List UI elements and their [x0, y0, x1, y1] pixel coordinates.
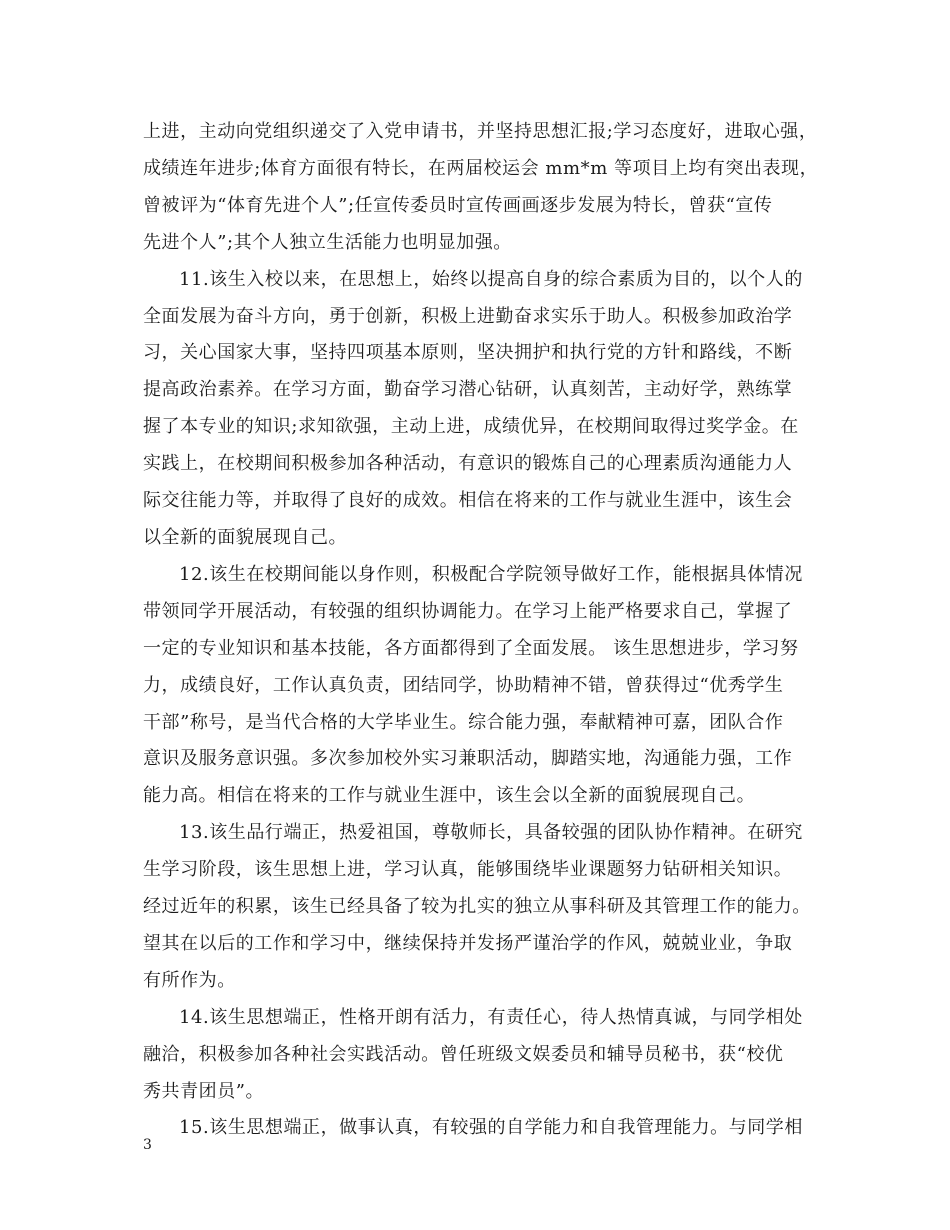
paragraph — [143, 114, 823, 262]
document-body — [143, 114, 823, 1147]
text-line: 12.该生在校期间能以身作则，积极配合学院领导做好工作，能根据具体情况 — [179, 563, 803, 585]
text-line: 习，关心国家大事，坚持四项基本原则，坚决拥护和执行党的方针和路线，不断 — [143, 342, 793, 364]
text-line: 先进个人”;其个人独立生活能力也明显加强。 — [143, 231, 512, 253]
text-line: 意识及服务意识强。多次参加校外实习兼职活动，脚踏实地，沟通能力强，工作 — [143, 748, 793, 770]
text-line: 实践上，在校期间积极参加各种活动，有意识的锻炼自己的心理素质沟通能力人 — [143, 453, 793, 475]
text-line: 能力高。相信在将来的工作与就业生涯中，该生会以全新的面貌展现自己。 — [143, 785, 756, 807]
text-line: 以全新的面貌展现自己。 — [143, 526, 348, 548]
text-line: 生学习阶段，该生思想上进，学习认真，能够围绕毕业课题努力钻研相关知识。 — [143, 859, 793, 881]
page-number: 3 — [143, 1137, 152, 1153]
text-line: 融洽，积极参加各种社会实践活动。曾任班级文娱委员和辅导员秘书，获“校优 — [143, 1043, 784, 1065]
text-line: 曾被评为“体育先进个人”;任宣传委员时宣传画画逐步发展为特长，曾获“宣传 — [143, 194, 773, 216]
text-line: 成绩连年进步;体育方面很有特长，在两届校运会 mm*m 等项目上均有突出表现， — [143, 157, 819, 179]
text-line: 全面发展为奋斗方向，勇于创新，积极上进勤奋求实乐于助人。积极参加政治学 — [143, 305, 793, 327]
paragraph — [143, 557, 823, 815]
paragraph — [143, 1110, 823, 1147]
text-line: 力，成绩良好，工作认真负责，团结同学，协助精神不错，曾获得过“优秀学生 — [143, 674, 784, 696]
text-line: 11.该生入校以来，在思想上，始终以提高自身的综合素质为目的，以个人的 — [179, 268, 803, 290]
text-line: 干部”称号，是当代合格的大学毕业生。综合能力强，奉献精神可嘉，团队合作 — [143, 711, 784, 733]
text-line: 提高政治素养。在学习方面，勤奋学习潜心钻研，认真刻苦，主动好学，熟练掌 — [143, 379, 793, 401]
text-line: 望其在以后的工作和学习中，继续保持并发扬严谨治学的作风，兢兢业业，争取 — [143, 932, 793, 954]
text-line: 经过近年的积累，该生已经具备了较为扎实的独立从事科研及其管理工作的能力。 — [143, 896, 811, 918]
text-line: 上进，主动向党组织递交了入党申请书，并坚持思想汇报;学习态度好，进取心强， — [143, 121, 818, 142]
text-line: 际交往能力等，并取得了良好的成效。相信在将来的工作与就业生涯中，该生会 — [143, 490, 793, 512]
paragraph — [143, 1000, 823, 1111]
text-line: 带领同学开展活动，有较强的组织协调能力。在学习上能严格要求自己，掌握了 — [143, 600, 793, 622]
text-line: 有所作为。 — [143, 969, 236, 991]
text-line: 一定的专业知识和基本技能，各方面都得到了全面发展。 该生思想进步，学习努 — [143, 637, 799, 659]
paragraph — [143, 262, 823, 557]
text-line: 13.该生品行端正，热爱祖国，尊敬师长，具备较强的团队协作精神。在研究 — [179, 822, 803, 844]
text-line: 15.该生思想端正，做事认真，有较强的自学能力和自我管理能力。与同学相 — [179, 1117, 803, 1139]
text-line: 握了本专业的知识;求知欲强，主动上进，成绩优异，在校期间取得过奖学金。在 — [143, 416, 799, 438]
text-line: 14.该生思想端正，性格开朗有活力，有责任心，待人热情真诚，与同学相处 — [179, 1006, 803, 1028]
text-line: 秀共青团员”。 — [143, 1080, 265, 1102]
paragraph — [143, 815, 823, 1000]
